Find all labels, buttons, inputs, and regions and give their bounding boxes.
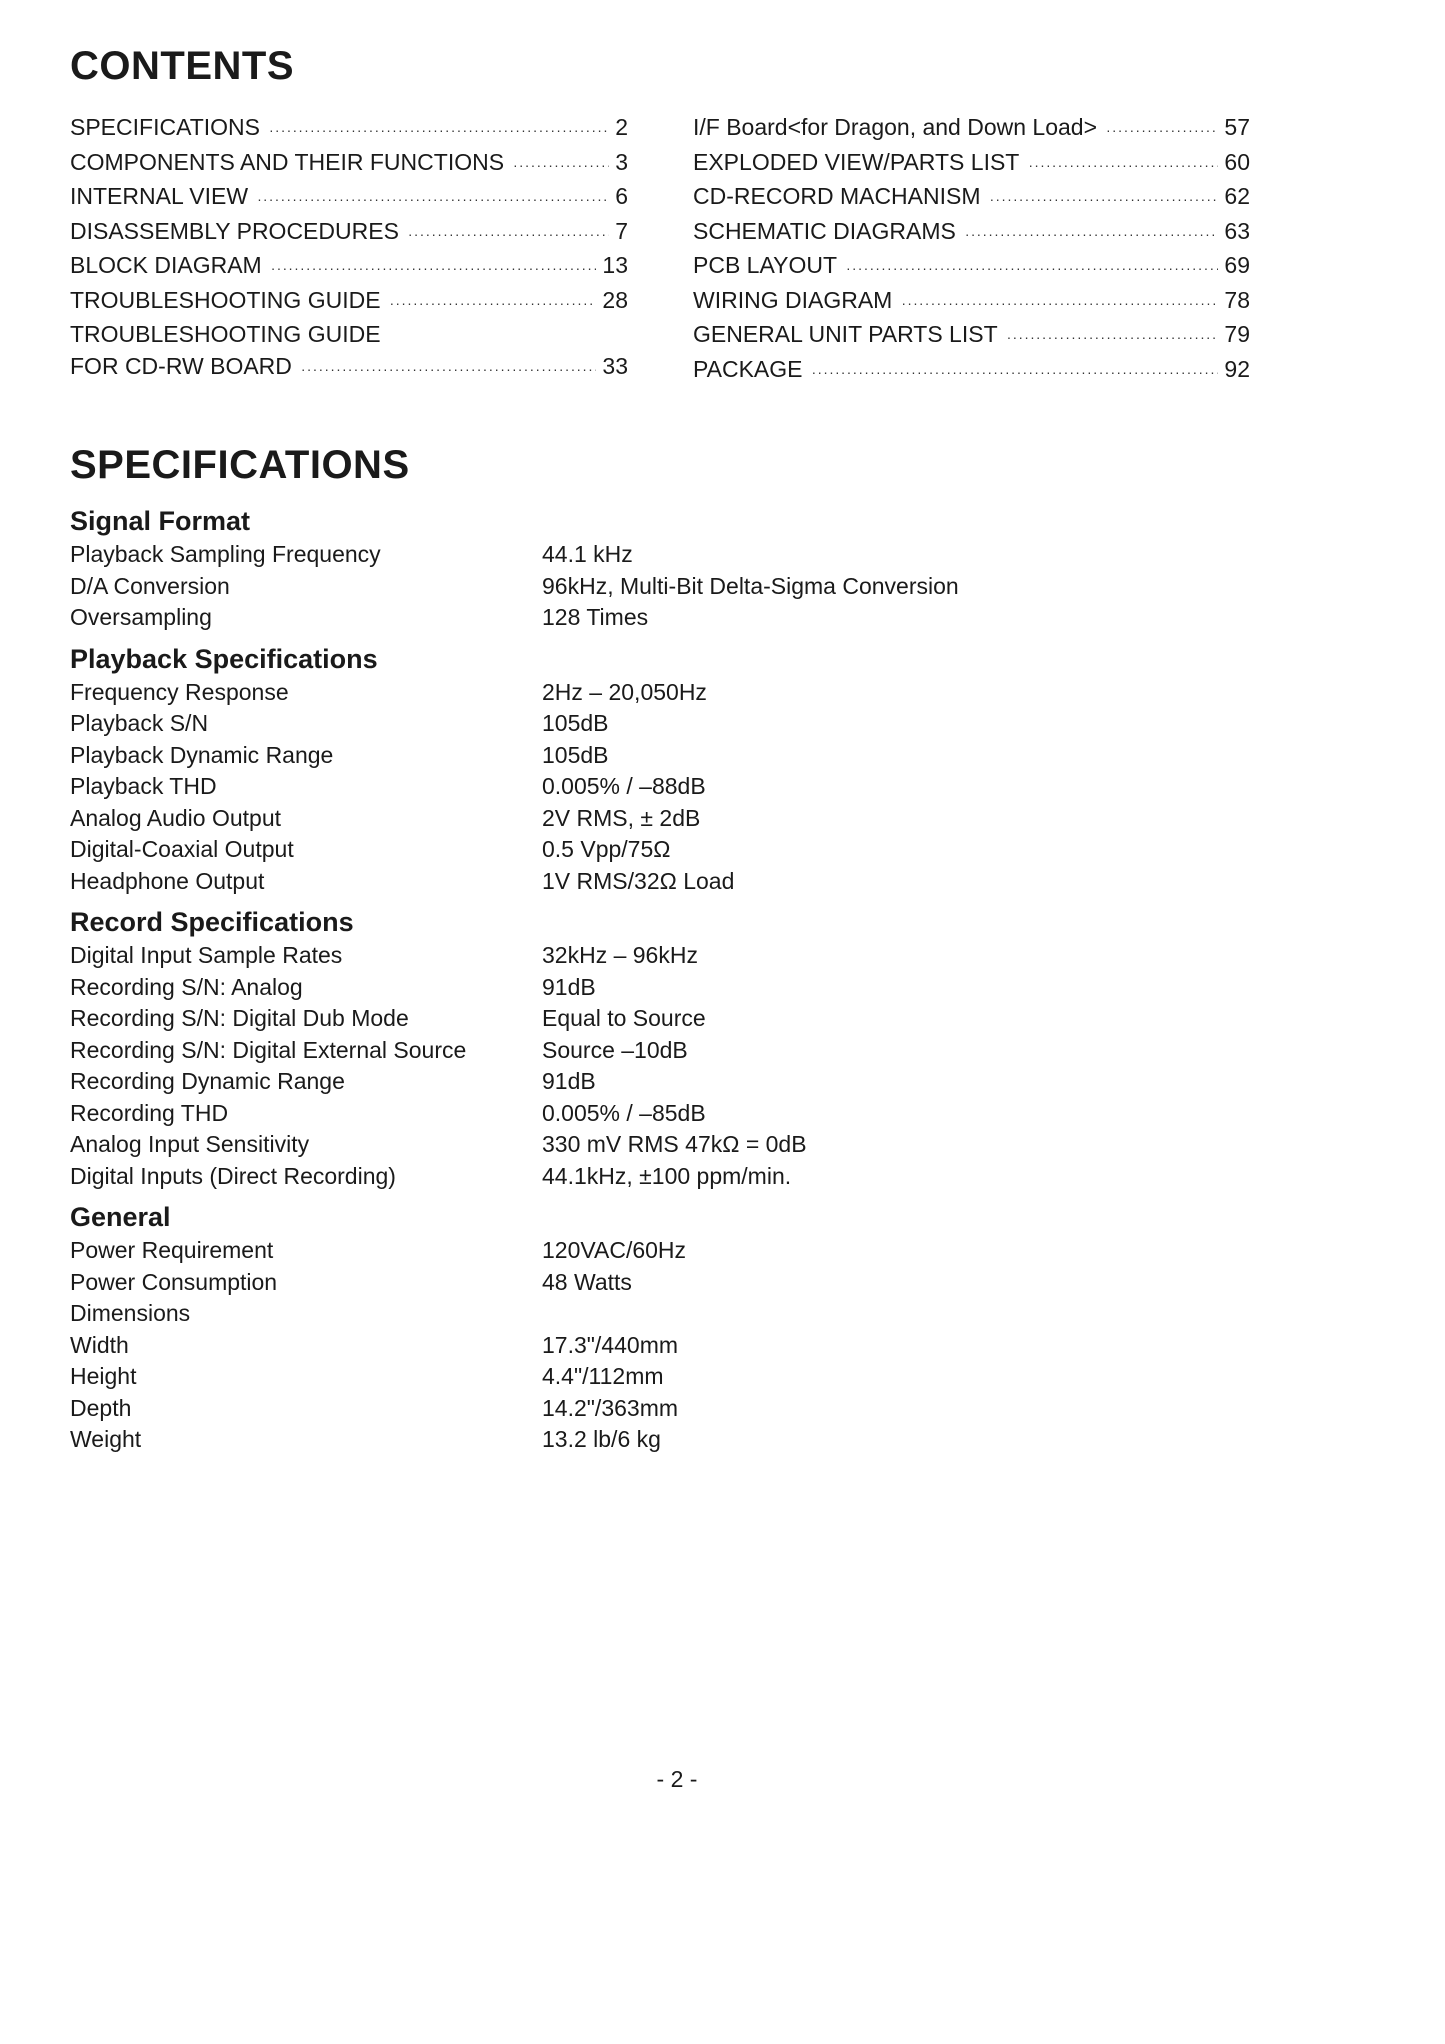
toc-entry [693,216,1250,251]
toc-label: COMPONENTS AND THEIR FUNCTIONS [70,148,505,175]
spec-label: Width [70,1331,129,1358]
spec-label: Dimensions [70,1300,191,1326]
spec-label: Power Requirement [70,1237,274,1263]
spec-label: Digital-Coaxial Output [70,836,294,862]
spec-label: Playback Dynamic Range [70,741,334,768]
spec-value: 0.005% / –88dB [542,773,706,799]
spec-group-playback [70,643,1170,898]
toc-leader-dots [901,288,1218,320]
toc-page-number: 57 [1224,114,1250,140]
spec-row [70,1235,1170,1267]
spec-label: D/A Conversion [70,572,230,599]
contents-title: CONTENTS [70,44,294,88]
toc-leader-dots [408,219,609,251]
toc-label: BLOCK DIAGRAM [70,252,262,278]
spec-group-signal-format [70,505,1170,634]
toc-entry [70,147,628,182]
spec-value: 2V RMS, ± 2dB [542,804,701,831]
spec-value: 91dB [542,1068,596,1094]
toc-entry [693,285,1250,320]
spec-row [70,1098,1170,1130]
toc-leader-dots [965,219,1219,251]
spec-value: 91dB [542,973,596,1000]
spec-label: Depth [70,1394,132,1421]
spec-value: 330 mV RMS 47kΩ = 0dB [542,1131,807,1157]
spec-value: 44.1 kHz [542,541,633,567]
toc-label-line1: TROUBLESHOOTING GUIDE [70,321,381,347]
spec-label: Recording S/N: Digital External Source [70,1036,467,1063]
spec-row [70,602,1170,634]
toc-page-number: 79 [1224,321,1250,347]
spec-label: Recording S/N: Analog [70,973,303,1000]
toc-page-number: 92 [1224,355,1250,382]
toc-entry [70,285,628,320]
toc-entry [693,181,1250,216]
toc-page-number: 69 [1224,252,1250,278]
toc-leader-dots [513,150,609,182]
spec-label: Frequency Response [70,678,289,705]
spec-row [70,803,1170,835]
toc-label: GENERAL UNIT PARTS LIST [693,321,998,347]
spec-label: Recording Dynamic Range [70,1068,345,1094]
toc-label: PACKAGE [693,355,803,382]
toc-leader-dots [269,115,609,147]
toc-label: CD-RECORD MACHANISM [693,183,981,209]
toc-page-number: 33 [602,352,628,379]
spec-value: 32kHz – 96kHz [542,942,698,968]
spec-value: 2Hz – 20,050Hz [542,678,707,705]
spec-row [70,1066,1170,1098]
spec-label: Headphone Output [70,867,265,894]
toc-leader-dots [301,354,597,386]
toc-label: FOR CD-RW BOARD [70,352,292,379]
toc-entry [70,216,628,251]
toc-label: SPECIFICATIONS [70,114,260,140]
spec-row [70,866,1170,898]
toc-entry [693,354,1250,389]
spec-label: Analog Audio Output [70,804,281,831]
spec-value: Source –10dB [542,1036,688,1063]
toc-label: EXPLODED VIEW/PARTS LIST [693,148,1020,175]
toc-label: I/F Board<for Dragon, and Down Load> [693,114,1098,140]
spec-label: Power Consumption [70,1268,278,1295]
spec-value: 13.2 lb/6 kg [542,1426,661,1452]
spec-value: 44.1kHz, ±100 ppm/min. [542,1162,792,1189]
spec-label: Height [70,1363,137,1389]
spec-label: Playback Sampling Frequency [70,541,381,567]
contents-right-column [693,112,1250,388]
spec-row [70,677,1170,709]
toc-entry [693,250,1250,285]
toc-leader-dots [1106,115,1218,147]
spec-row [70,771,1170,803]
spec-group-heading: Playback Specifications [70,643,378,674]
specifications-body [70,505,1170,1465]
spec-value: 96kHz, Multi-Bit Delta-Sigma Conversion [542,572,959,599]
toc-leader-dots [990,184,1219,216]
toc-label: TROUBLESHOOTING GUIDE [70,286,381,313]
toc-page-number: 2 [615,114,628,140]
spec-row [70,1330,1170,1362]
spec-row [70,972,1170,1004]
toc-page-number: 13 [602,252,628,278]
spec-row [70,1298,1170,1330]
toc-page-number: 63 [1224,217,1250,244]
toc-page-number: 6 [615,183,628,209]
page-number: - 2 - [656,1766,698,1792]
spec-row [70,571,1170,603]
toc-leader-dots [812,357,1219,389]
spec-row [70,1393,1170,1425]
spec-row [70,1424,1170,1456]
toc-entry [693,147,1250,182]
toc-label: PCB LAYOUT [693,252,837,278]
spec-value: 48 Watts [542,1268,632,1295]
spec-value: 128 Times [542,604,649,630]
spec-value: 17.3"/440mm [542,1331,679,1358]
toc-leader-dots [390,288,597,320]
toc-page-number: 7 [615,217,628,244]
toc-page-number: 78 [1224,286,1250,313]
toc-label: DISASSEMBLY PROCEDURES [70,217,399,244]
toc-leader-dots [1007,322,1219,354]
spec-label: Digital Input Sample Rates [70,942,343,968]
spec-value: 0.5 Vpp/75Ω [542,836,671,862]
toc-entry [70,181,628,216]
spec-row [70,1035,1170,1067]
toc-label: SCHEMATIC DIAGRAMS [693,217,956,244]
spec-label: Recording THD [70,1099,229,1126]
spec-group-heading: General [70,1202,171,1232]
toc-entry [70,112,628,147]
toc-page-number: 28 [602,286,628,313]
spec-label: Analog Input Sensitivity [70,1131,310,1157]
contents-left-column [70,112,628,385]
toc-leader-dots [257,184,609,216]
spec-value: Equal to Source [542,1005,706,1031]
spec-value: 0.005% / –85dB [542,1099,706,1126]
spec-label: Playback S/N [70,710,209,736]
toc-page-number: 62 [1224,183,1250,209]
spec-row [70,1161,1170,1193]
toc-label: INTERNAL VIEW [70,183,249,209]
spec-row [70,1129,1170,1161]
spec-group-heading: Record Specifications [70,907,354,937]
spec-row [70,1003,1170,1035]
toc-page-number: 60 [1224,148,1250,175]
spec-group-record [70,906,1170,1192]
spec-row [70,708,1170,740]
spec-value: 120VAC/60Hz [542,1237,687,1263]
spec-value: 105dB [542,710,609,736]
spec-value: 14.2"/363mm [542,1394,679,1421]
toc-leader-dots [846,253,1218,285]
spec-label: Oversampling [70,604,212,630]
toc-entry [70,319,628,385]
toc-entry [693,112,1250,147]
spec-label: Recording S/N: Digital Dub Mode [70,1005,409,1031]
spec-value: 4.4"/112mm [542,1363,664,1389]
spec-row [70,1267,1170,1299]
toc-entry [70,250,628,285]
spec-label: Digital Inputs (Direct Recording) [70,1162,396,1189]
spec-value: 105dB [542,741,609,768]
specifications-title: SPECIFICATIONS [70,443,410,487]
toc-page-number: 3 [615,148,628,175]
spec-label: Weight [70,1426,142,1452]
spec-row [70,940,1170,972]
spec-row [70,1361,1170,1393]
spec-label: Playback THD [70,773,217,799]
spec-group-general [70,1201,1170,1456]
spec-row [70,740,1170,772]
spec-row [70,834,1170,866]
toc-leader-dots [1028,150,1218,182]
toc-leader-dots [271,253,597,285]
toc-label: WIRING DIAGRAM [693,286,893,313]
spec-group-heading: Signal Format [70,506,251,536]
spec-row [70,539,1170,571]
spec-value: 1V RMS/32Ω Load [542,867,735,894]
toc-entry [693,319,1250,354]
